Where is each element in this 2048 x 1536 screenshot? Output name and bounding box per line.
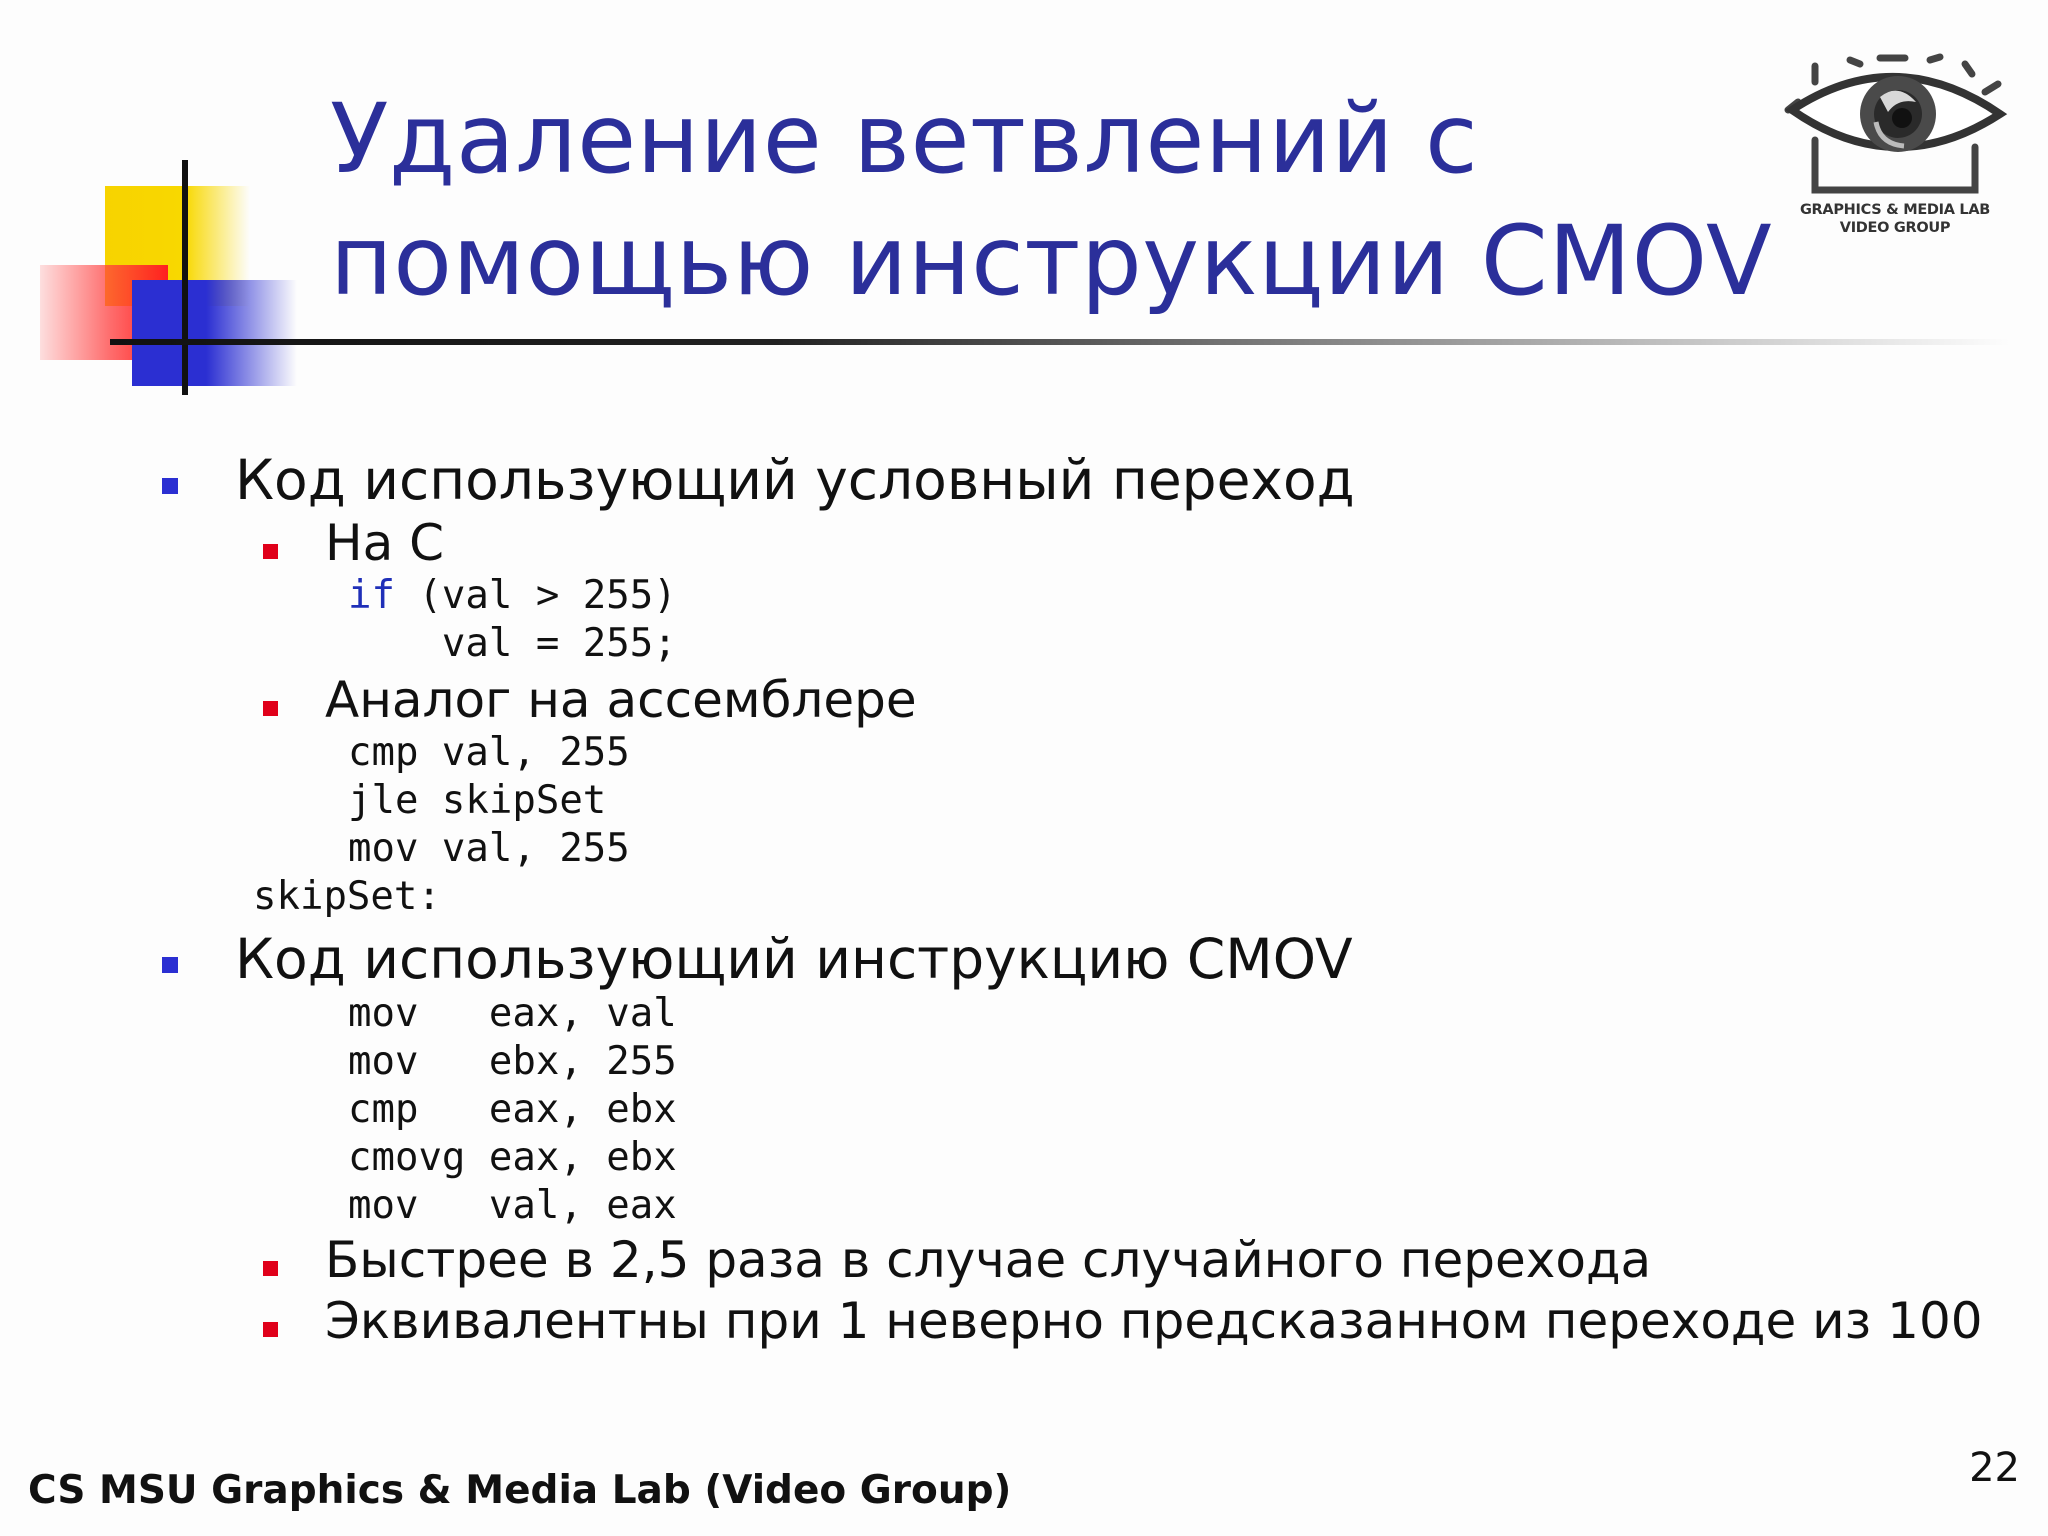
bullet-cmov-code: Код использующий инструкцию CMOV <box>235 927 1353 991</box>
bullet-marker-level2 <box>263 1261 278 1276</box>
bullet-marker-level2 <box>263 544 278 559</box>
c-code-line1-rest: (val > 255) <box>394 573 677 618</box>
logo-text-line1: GRAPHICS & MEDIA LAB <box>1799 202 1991 218</box>
deco-blue-block <box>132 280 297 386</box>
bullet-marker-level1 <box>162 478 178 494</box>
asm-code-line: mov val, 255 <box>348 826 630 871</box>
c-code-keyword: if <box>348 573 395 618</box>
cmov-code-line: mov val, eax <box>348 1183 677 1228</box>
slide-title-line1: Удаление ветвлений с <box>330 83 1479 195</box>
bullet-conditional-jump: Код использующий условный переход <box>235 448 1355 512</box>
logo-text-line2: VIDEO GROUP <box>1839 220 1951 236</box>
c-code-line2: val = 255; <box>348 621 677 666</box>
eye-icon <box>1780 52 2010 202</box>
deco-vertical-line <box>182 160 188 395</box>
title-rule <box>110 339 2010 345</box>
cmov-code-line: cmp eax, ebx <box>348 1087 677 1132</box>
asm-code-line: cmp val, 255 <box>348 730 630 775</box>
cmov-code-line: cmovg eax, ebx <box>348 1135 677 1180</box>
bullet-asm-analog: Аналог на ассемблере <box>325 671 917 729</box>
cmov-code-line: mov ebx, 255 <box>348 1039 677 1084</box>
bullet-faster: Быстрее в 2,5 раза в случае случайного перехода <box>325 1231 1652 1289</box>
c-code-line1 <box>348 572 677 620</box>
page-number: 22 <box>1969 1445 2020 1491</box>
bullet-marker-level2 <box>263 1322 278 1337</box>
slide-title-line2: помощью инструкции CMOV <box>330 205 1773 317</box>
slide-title <box>330 78 1773 322</box>
bullet-in-c: На C <box>325 514 445 572</box>
bullet-marker-level2 <box>263 701 278 716</box>
footer-text: CS MSU Graphics & Media Lab (Video Group) <box>28 1468 1012 1513</box>
cmov-code-line: mov eax, val <box>348 991 677 1036</box>
bullet-equivalent: Эквивалентны при 1 неверно предсказанном переходе из 100 <box>325 1292 1983 1350</box>
logo <box>1780 52 2010 242</box>
asm-code-label: skipSet: <box>253 874 441 919</box>
asm-code-line: jle skipSet <box>348 778 607 823</box>
bullet-marker-level1 <box>162 957 178 973</box>
